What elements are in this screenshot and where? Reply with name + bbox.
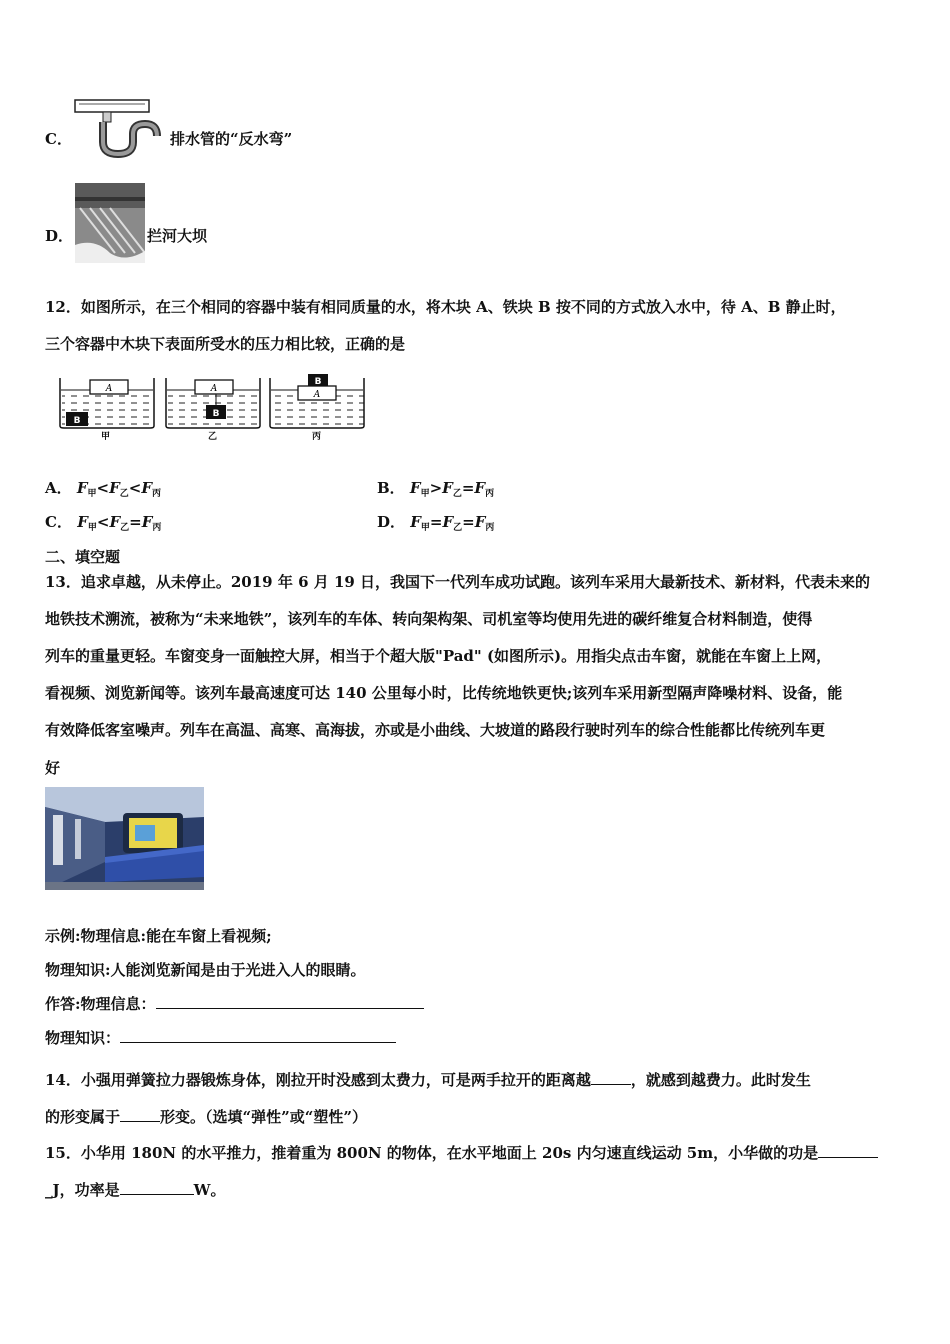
force-symbol: F	[109, 513, 121, 531]
q13-example-knowledge: 物理知识:人能浏览新闻是由于光进入人的眼睛。	[45, 961, 366, 979]
q13-answer-info	[45, 993, 424, 1014]
q13-line-6: 好	[45, 759, 61, 777]
subscript: 甲	[420, 523, 430, 533]
force-symbol: F	[409, 479, 421, 497]
train-interior-image	[45, 787, 204, 890]
q13-answer-info-blank[interactable]	[156, 994, 424, 1009]
subscript: 丙	[152, 489, 162, 499]
q12-text-line-2: 三个容器中木块下表面所受水的压力相比较，正确的是	[45, 335, 406, 353]
q13-answer-info-label: 作答:物理信息：	[45, 995, 156, 1013]
force-symbol: F	[442, 479, 453, 497]
q13-answer-knowledge-blank[interactable]	[120, 1028, 396, 1043]
q13-line-4: 看视频、浏览新闻等。该列车最高速度可达 140 公里每小时，比传统地铁更快;该列车采用新型隔声降噪材料、设备，能	[45, 684, 843, 702]
q14-blank-1[interactable]	[591, 1070, 631, 1085]
block-a-2: A	[210, 384, 218, 394]
q13-answer-knowledge	[45, 1027, 396, 1048]
q13-line-1: 13．追求卓越，从未停止。2019 年 6 月 19 日，我国下一代列车成功试跑。该列车采用大最新技术、新材料，代表未来的	[45, 573, 871, 591]
subscript: 乙	[120, 523, 130, 533]
subscript: 乙	[119, 489, 129, 499]
subscript: 丙	[152, 523, 162, 533]
operator: =	[462, 513, 475, 531]
operator: <	[96, 513, 110, 531]
q14-line-2-start: 的形变属于	[45, 1108, 121, 1126]
force-symbol: F	[442, 513, 454, 531]
q12-option-d-label: D．	[377, 513, 406, 531]
force-symbol: F	[141, 513, 153, 531]
q13-example-info: 示例:物理信息:能在车窗上看视频;	[45, 927, 272, 945]
option-d-label: D．	[45, 227, 74, 245]
operator: <	[96, 479, 110, 497]
option-c-label: C．	[45, 130, 72, 148]
force-symbol: F	[474, 513, 486, 531]
block-b-1: B	[73, 416, 81, 426]
q15-line-2-end: W。	[193, 1181, 226, 1199]
q14-line-1	[45, 1069, 811, 1090]
q13-line-2: 地铁技术溯流，被称为“未来地铁”，该列车的车体、转向架构架、司机室等均使用先进的碳纤维复合材料制造，使得	[45, 610, 813, 628]
q14-line-2-end: 形变。（选填“弹性”或“塑性”）	[160, 1108, 368, 1126]
subscript: 丙	[485, 489, 495, 499]
q14-line-2	[45, 1106, 367, 1127]
option-c-caption: 排水管的“反水弯”	[170, 130, 293, 148]
q15-blank-2[interactable]	[120, 1180, 194, 1195]
q14-line-1-end: ，就感到越费力。此时发生	[630, 1071, 811, 1089]
subscript: 甲	[420, 489, 430, 499]
force-symbol: F	[77, 513, 88, 531]
operator: >	[429, 479, 443, 497]
option-d-caption: 拦河大坝	[147, 227, 208, 245]
operator: =	[461, 479, 475, 497]
q13-line-5: 有效降低客室噪声。列车在高温、高寒、高海拔，亦或是小曲线、大坡道的路段行驶时列车的综合性能都比传统列车更	[45, 721, 826, 739]
q12-option-b[interactable]	[377, 477, 494, 499]
subscript: 乙	[452, 489, 462, 499]
block-a-3: A	[313, 390, 321, 400]
block-a-1: A	[105, 384, 113, 394]
subscript: 乙	[453, 523, 463, 533]
force-symbol: F	[410, 513, 421, 531]
dam-image	[75, 183, 145, 263]
q12-text-line-1: 12．如图所示，在三个相同的容器中装有相同质量的水，将木块 A、铁块 B 按不同的方式放入水中，待 A、B 静止时，	[45, 298, 846, 316]
q13-line-3: 列车的重量更轻。车窗变身一面触控大屏，相当于个超大版"Pad" (如图所示)。用指尖点击车窗，就能在车窗上上网，	[45, 647, 832, 665]
force-symbol: F	[141, 479, 153, 497]
q15-line-1-text: 15．小华用 180N 的水平推力，推着重为 800N 的物体，在水平地面上 20s 内匀速直线运动 5m，小华做的功是	[45, 1144, 819, 1162]
force-symbol: F	[109, 479, 120, 497]
q15-blank-1[interactable]	[818, 1143, 878, 1158]
q12-option-a-label: A．	[45, 479, 72, 497]
figure-label-yi: 乙	[208, 432, 218, 442]
drain-trap-image	[73, 98, 173, 158]
force-symbol: F	[76, 479, 88, 497]
q12-option-b-label: B．	[377, 479, 405, 497]
q12-option-a[interactable]	[45, 477, 161, 499]
figure-label-jia: 甲	[101, 432, 111, 442]
q14-line-1-start: 14．小强用弹簧拉力器锻炼身体，刚拉开时没感到太费力，可是两手拉开的距离越	[45, 1071, 591, 1089]
block-b-3: B	[314, 377, 322, 387]
q15-line-2	[45, 1179, 225, 1200]
q12-option-c[interactable]	[45, 511, 161, 533]
subscript: 甲	[87, 489, 97, 499]
subscript: 甲	[87, 523, 97, 533]
q12-option-d[interactable]	[377, 511, 494, 533]
q12-option-c-label: C．	[45, 513, 72, 531]
block-b-2: B	[212, 409, 220, 419]
figure-label-bing: 丙	[312, 432, 322, 442]
operator: =	[429, 513, 443, 531]
section-title: 二、填空题	[45, 548, 121, 566]
q13-answer-knowledge-label: 物理知识：	[45, 1029, 121, 1047]
q14-blank-2[interactable]	[120, 1107, 160, 1122]
operator: <	[128, 479, 142, 497]
q15-line-2-start: _J，功率是	[45, 1181, 120, 1199]
q15-line-1	[45, 1142, 878, 1163]
subscript: 丙	[485, 523, 495, 533]
force-symbol: F	[474, 479, 486, 497]
operator: =	[129, 513, 142, 531]
